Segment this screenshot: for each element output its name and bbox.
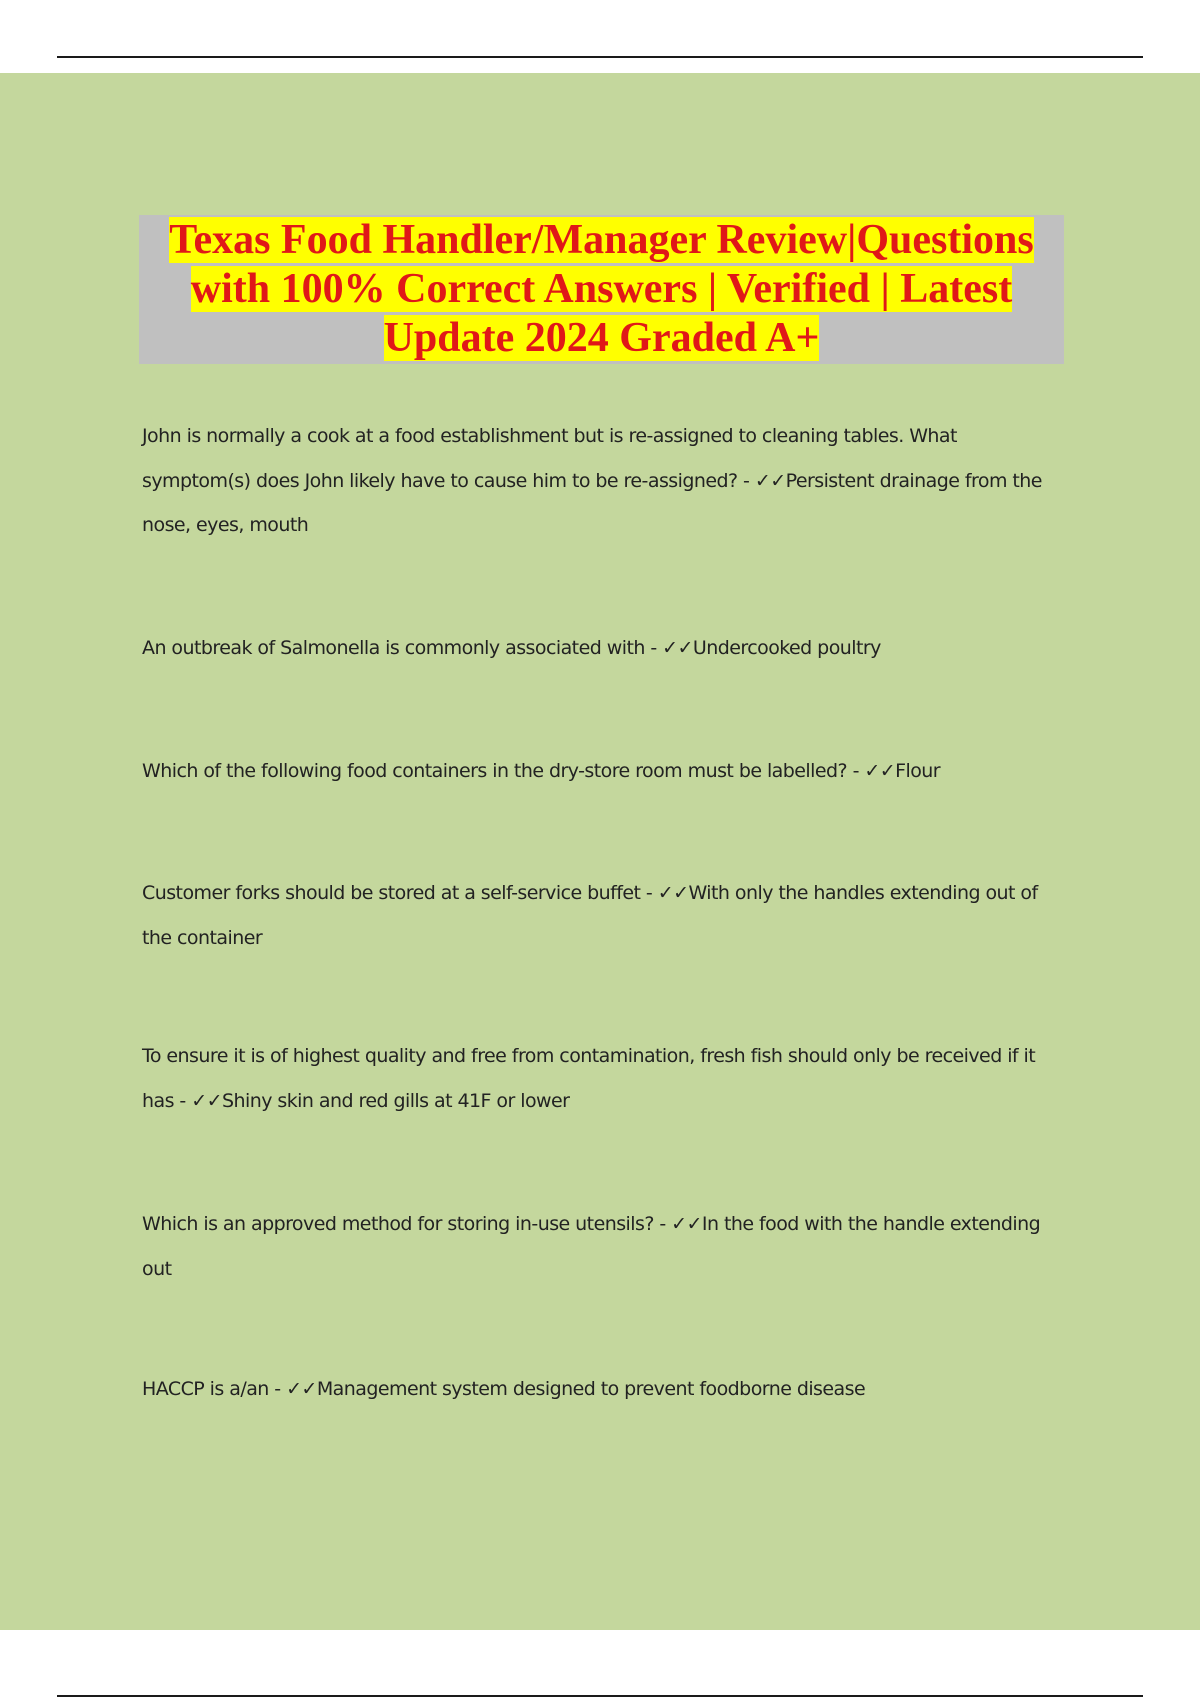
qa-item bbox=[142, 1367, 1062, 1412]
document-title: Texas Food Handler/Manager Review|Questions with 100% Correct Answers | Verified | Latest Update 2024 Graded A+ bbox=[169, 217, 1034, 361]
check-marks: - ✓✓ bbox=[737, 469, 786, 492]
answer-text: Persistent drainage from the nose, eyes, mouth bbox=[142, 469, 1042, 536]
qa-item bbox=[142, 626, 1062, 671]
answer-text: Flour bbox=[895, 760, 941, 782]
question-text: John is normally a cook at a food establishment but is re-assigned to cleaning tables. What symptom(s) does John likely have to cause him to be re-assigned? bbox=[142, 425, 957, 492]
question-text: Which of the following food containers in the dry-store room must be labelled? bbox=[142, 760, 848, 782]
question-text: An outbreak of Salmonella is commonly associated with bbox=[142, 637, 645, 659]
question-text: Which is an approved method for storing in-use utensils? bbox=[142, 1213, 654, 1235]
bottom-rule bbox=[57, 1695, 1143, 1697]
question-text: HACCP is a/an bbox=[142, 1378, 269, 1400]
check-marks: - ✓✓ bbox=[847, 760, 896, 782]
qa-item bbox=[142, 1202, 1062, 1291]
check-marks: - ✓✓ bbox=[268, 1378, 317, 1400]
check-marks: - ✓✓ bbox=[173, 1089, 222, 1112]
question-text: Customer forks should be stored at a self-service buffet bbox=[142, 882, 641, 904]
qa-item bbox=[142, 871, 1062, 960]
answer-text: Shiny skin and red gills at 41F or lower bbox=[221, 1089, 570, 1112]
title-box bbox=[139, 215, 1064, 364]
check-marks: - ✓✓ bbox=[640, 882, 689, 904]
answer-text: Management system designed to prevent foodborne disease bbox=[316, 1378, 866, 1400]
answer-text: Undercooked poultry bbox=[692, 637, 881, 659]
answer-text: In the food with the handle extending out bbox=[142, 1213, 1041, 1280]
qa-item bbox=[142, 749, 1062, 794]
qa-item bbox=[142, 1034, 1062, 1123]
document-page bbox=[0, 73, 1200, 1630]
answer-text: With only the handles extending out of the container bbox=[142, 882, 1038, 949]
question-text: To ensure it is of highest quality and free from contamination, fresh fish should only be received if it has bbox=[142, 1045, 1036, 1112]
qa-item bbox=[142, 414, 1062, 548]
check-marks: - ✓✓ bbox=[644, 637, 693, 659]
top-rule bbox=[57, 56, 1143, 58]
check-marks: - ✓✓ bbox=[653, 1213, 702, 1235]
